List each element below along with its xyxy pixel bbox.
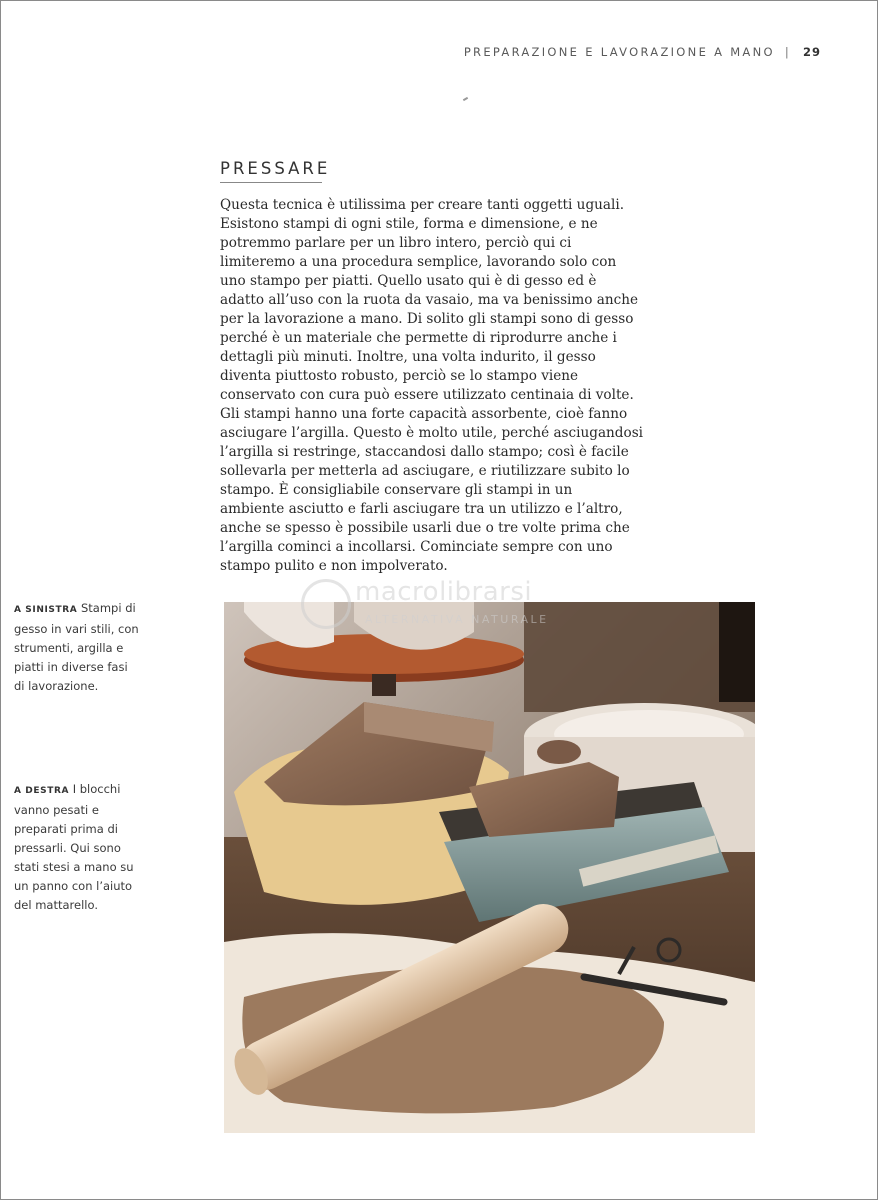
watermark-tagline: ALTERNATIVA NATURALE <box>365 613 549 626</box>
body-line: stampo. È consigliabile conservare gli stampi in un <box>220 482 573 498</box>
body-line: ambiente asciutto e farli asciugare tra un utilizzo e l’altro, <box>220 501 623 517</box>
section-title: PRESSARE <box>220 159 331 178</box>
body-line: sollevarla per metterla ad asciugare, e riutilizzare subito lo <box>220 463 630 479</box>
body-paragraph <box>220 196 644 576</box>
body-line: stampo pulito e non impolverato. <box>220 558 448 574</box>
page-number: 29 <box>802 45 821 59</box>
caption-line: di lavorazione. <box>14 679 99 693</box>
caption-line: del mattarello. <box>14 898 98 912</box>
caption-line: I blocchi <box>72 782 121 796</box>
body-line: Esistono stampi di ogni stile, forma e dimensione, e ne <box>220 216 598 232</box>
running-header <box>464 45 821 59</box>
caption-line: vanno pesati e <box>14 803 99 817</box>
caption-line: Stampi di <box>80 601 136 615</box>
body-line: per la lavorazione a mano. Di solito gli stampi sono di gesso <box>220 311 634 327</box>
body-line: perché è un materiale che permette di riprodurre anche i <box>220 330 617 346</box>
pottery-photo <box>224 602 755 1133</box>
body-line: uno stampo per piatti. Quello usato qui è di gesso ed è <box>220 273 597 289</box>
caption-line: gesso in vari stili, con <box>14 622 139 636</box>
print-speck <box>463 97 468 101</box>
title-underline <box>220 182 322 183</box>
body-line: Gli stampi hanno una forte capacità assorbente, cioè fanno <box>220 406 628 422</box>
body-line: l’argilla si restringe, staccandosi dallo stampo; così è facile <box>220 444 629 460</box>
body-line: anche se spesso è possibile usarli due o tre volte prima che <box>220 520 630 536</box>
body-line: adatto all’uso con la ruota da vasaio, ma va benissimo anche <box>220 292 639 308</box>
watermark-logo-icon <box>301 579 351 629</box>
caption-line: preparati prima di <box>14 822 118 836</box>
caption-left-label: A SINISTRA <box>14 605 78 615</box>
body-line: asciugare l’argilla. Questo è molto utile, perché asciugandosi <box>220 425 644 441</box>
body-line: potremmo parlare per un libro intero, perciò qui ci <box>220 235 572 251</box>
caption-left <box>14 599 144 696</box>
caption-line: piatti in diverse fasi <box>14 660 128 674</box>
caption-line: pressarli. Qui sono <box>14 841 121 855</box>
body-line: limiteremo a una procedura semplice, lavorando solo con <box>220 254 617 270</box>
body-line: conservato con cura può essere utilizzato centinaia di volte. <box>220 387 634 403</box>
caption-right-label: A DESTRA <box>14 786 70 796</box>
body-line: l’argilla cominci a incollarsi. Cominciate sempre con uno <box>220 539 613 555</box>
body-line: Questa tecnica è utilissima per creare tanti oggetti uguali. <box>220 197 625 213</box>
caption-right <box>14 780 144 915</box>
clay-lump <box>537 740 581 764</box>
wheel-stem <box>372 674 396 696</box>
body-line: diventa piuttosto robusto, perciò se lo stampo viene <box>220 368 579 384</box>
body-line: dettagli più minuti. Inoltre, una volta indurito, il gesso <box>220 349 596 365</box>
dark-corner <box>719 602 755 702</box>
caption-line: un panno con l’aiuto <box>14 879 133 893</box>
caption-line: strumenti, argilla e <box>14 641 124 655</box>
header-separator: | <box>784 45 792 59</box>
watermark-brand: macrolibrarsi <box>355 577 533 607</box>
watermark <box>301 575 601 635</box>
caption-line: stati stesi a mano su <box>14 860 134 874</box>
running-title: PREPARAZIONE E LAVORAZIONE A MANO <box>463 45 775 59</box>
